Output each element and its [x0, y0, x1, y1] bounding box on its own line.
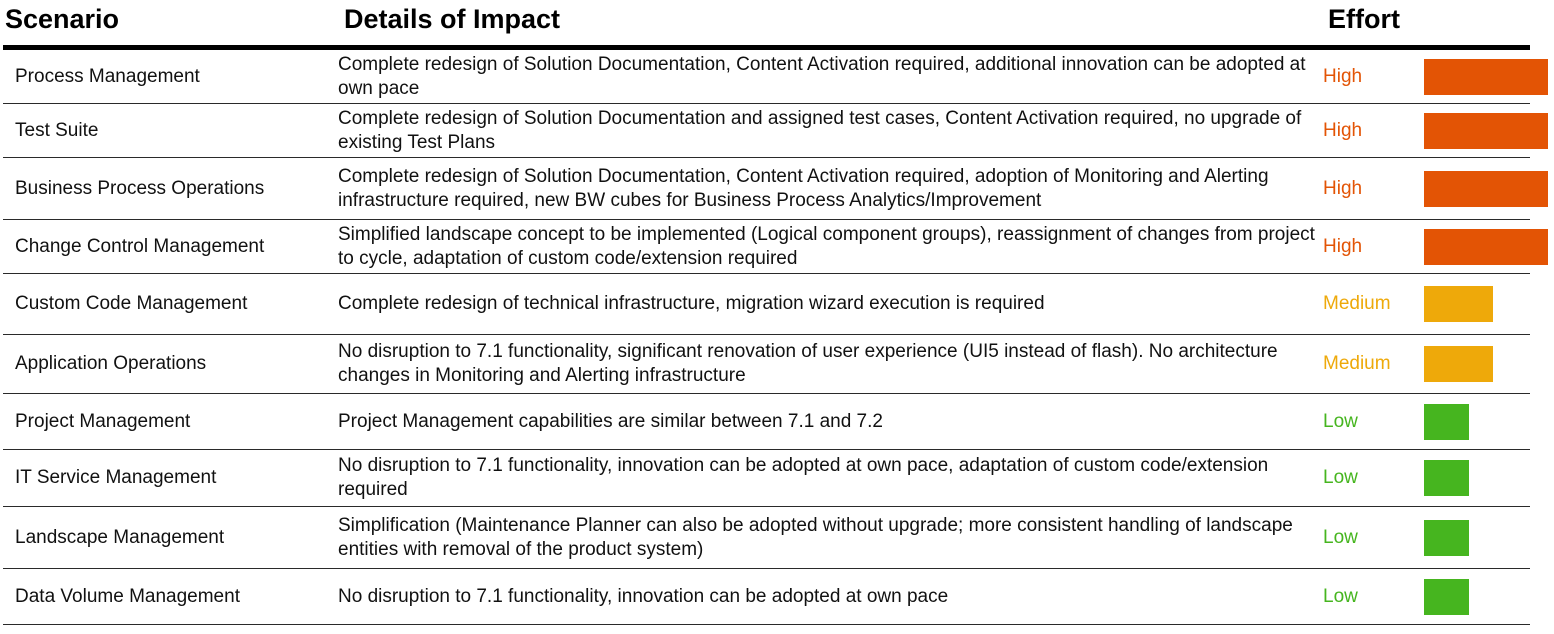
details-cell: Complete redesign of Solution Documentation, Content Activation required, additional innovation can be adopted at own pace [338, 53, 1306, 99]
scenario-cell: Custom Code Management [15, 293, 248, 314]
scenario-cell: Project Management [15, 410, 191, 432]
table-row [3, 450, 1530, 507]
scenario-cell: Test Suite [15, 119, 99, 141]
table-row [3, 507, 1530, 569]
effort-bar [1424, 229, 1548, 265]
effort-label: Medium [1323, 353, 1391, 374]
details-cell: Simplified landscape concept to be implemented (Logical component groups), reassignment of changes from project to cycle, adaptation of custom code/extension required [338, 223, 1315, 269]
effort-label: Medium [1323, 293, 1391, 314]
effort-label: High [1323, 119, 1363, 141]
details-cell: Complete redesign of Solution Documentation, Content Activation required, adoption of Monitoring and Alerting infrastructure required, new BW cubes for Business Process Analytics/Improvement [338, 165, 1269, 211]
effort-bar [1424, 346, 1493, 382]
effort-label: Low [1323, 410, 1358, 432]
scenario-column-header: Scenario [5, 4, 120, 34]
scenario-cell: Landscape Management [15, 526, 225, 548]
table-row [3, 220, 1530, 274]
table-row [3, 158, 1530, 220]
effort-bar [1424, 579, 1469, 615]
effort-label: Low [1323, 585, 1358, 607]
details-cell: No disruption to 7.1 functionality, significant renovation of user experience (UI5 instead of flash). No architecture changes in Monitoring and Alerting infrastructure [338, 341, 1278, 386]
details-cell: No disruption to 7.1 functionality, innovation can be adopted at own pace, adaptation of custom code/extension required [338, 455, 1269, 500]
details-cell: Simplification (Maintenance Planner can also be adopted without upgrade; more consistent handling of landscape entities with removal of the product system) [338, 514, 1293, 560]
impact-table-body [3, 50, 1530, 625]
effort-bar [1424, 520, 1469, 556]
effort-label: High [1323, 65, 1363, 87]
effort-bar [1424, 286, 1493, 322]
details-cell: Complete redesign of technical infrastructure, migration wizard execution is required [338, 293, 1045, 314]
details-cell: Complete redesign of Solution Documentation and assigned test cases, Content Activation required, no upgrade of existing Test Plans [338, 107, 1302, 153]
effort-column-header: Effort [1328, 4, 1400, 34]
effort-label: Low [1323, 467, 1358, 488]
scenario-cell: Process Management [15, 65, 200, 87]
table-row [3, 335, 1530, 394]
table-header [0, 0, 1554, 46]
effort-bar [1424, 460, 1469, 496]
effort-label: Low [1323, 526, 1358, 548]
effort-bar [1424, 404, 1469, 440]
effort-bar [1424, 113, 1548, 149]
scenario-cell: Application Operations [15, 353, 207, 374]
effort-label: High [1323, 235, 1363, 257]
details-cell: No disruption to 7.1 functionality, innovation can be adopted at own pace [338, 585, 949, 607]
scenario-cell: Data Volume Management [15, 585, 240, 607]
details-column-header: Details of Impact [344, 4, 561, 34]
effort-label: High [1323, 177, 1363, 199]
effort-bar [1424, 59, 1548, 95]
table-row [3, 569, 1530, 625]
scenario-cell: Business Process Operations [15, 177, 265, 199]
scenario-cell: IT Service Management [15, 467, 217, 488]
table-row [3, 274, 1530, 335]
details-cell: Project Management capabilities are similar between 7.1 and 7.2 [338, 410, 883, 432]
table-row [3, 394, 1530, 450]
table-row [3, 104, 1530, 158]
effort-bar [1424, 171, 1548, 207]
table-row [3, 50, 1530, 104]
scenario-cell: Change Control Management [15, 235, 265, 257]
